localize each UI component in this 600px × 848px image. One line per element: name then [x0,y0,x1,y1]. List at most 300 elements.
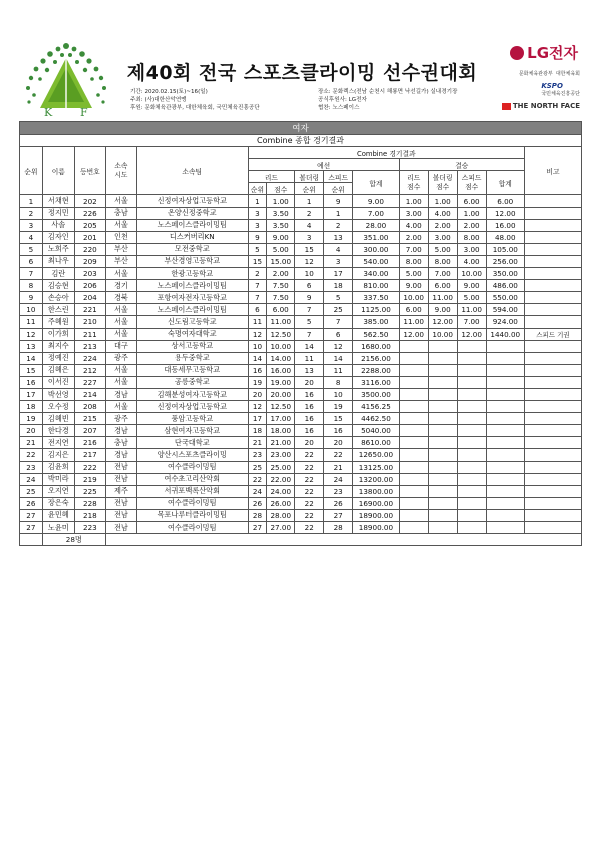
cell-rank: 21 [20,437,43,449]
table-row [20,401,582,413]
cell-final-sum [486,522,524,534]
cell-note: 스피드 기권 [524,328,581,340]
logo-letter-f: F [80,106,88,118]
cell-boulder-rank: 3 [295,231,324,243]
cell-note [524,388,581,400]
header-qualification: 예선 [248,159,399,171]
header-final-boulder: 볼더링 점수 [428,171,457,195]
cell-region: 제주 [105,485,136,497]
info-support: 후원: 문화체육관광부, 대한체육회, 국민체육진흥공단 [130,105,260,111]
cell-boulder-rank: 22 [295,461,324,473]
cell-lead-rank: 12 [248,328,267,340]
cell-final-lead [399,364,428,376]
cell-lead-score: 12.50 [267,401,295,413]
cell-final-sum [486,509,524,521]
cell-name: 김지은 [42,449,74,461]
cell-region: 서울 [105,304,136,316]
cell-final-lead [399,376,428,388]
cell-boulder-rank: 2 [295,207,324,219]
cell-speed-rank: 15 [324,413,353,425]
cell-rank: 16 [20,376,43,388]
cell-final-lead [399,340,428,352]
cell-region: 서울 [105,364,136,376]
header-combine: Combine 경기결과 [248,147,524,159]
header-name: 이름 [42,147,74,195]
cell-team: 신도림고등학교 [136,316,248,328]
cell-lead-rank: 23 [248,449,267,461]
table-row [20,352,582,364]
cell-lead-rank: 6 [248,304,267,316]
cell-name: 서채현 [42,195,74,207]
cell-qual-sum: 1680.00 [353,340,400,352]
info-official-sponsor: 공식후원사: LG전자 [318,97,367,103]
header-final: 결승 [399,159,524,171]
header-region: 소속 시도 [105,147,136,195]
cell-rank: 23 [20,461,43,473]
cell-lead-rank: 9 [248,231,267,243]
cell-final-boulder [428,376,457,388]
cell-team: 용두중학교 [136,352,248,364]
cell-region: 서울 [105,316,136,328]
cell-note [524,219,581,231]
cell-final-lead: 6.00 [399,304,428,316]
cell-lead-score: 26.00 [267,497,295,509]
cell-final-lead [399,352,428,364]
cell-final-speed [457,485,486,497]
cell-final-speed [457,522,486,534]
cell-name: 전지연 [42,437,74,449]
table-row [20,388,582,400]
cell-qual-sum: 7.00 [353,207,400,219]
cell-speed-rank: 18 [324,280,353,292]
header-speed-rank: 순위 [324,183,353,195]
cell-boulder-rank: 4 [295,219,324,231]
cell-bib: 206 [74,280,105,292]
cell-final-sum: 256.00 [486,255,524,267]
cell-final-boulder: 6.00 [428,280,457,292]
cell-lead-score: 21.00 [267,437,295,449]
table-row [20,461,582,473]
cell-final-speed [457,364,486,376]
lg-face-icon [510,46,524,60]
cell-rank: 27 [20,522,43,534]
cell-lead-rank: 11 [248,316,267,328]
cell-team: 포항여자전자고등학교 [136,292,248,304]
header-final-lead: 리드 점수 [399,171,428,195]
table-row [20,497,582,509]
cell-final-sum: 550.00 [486,292,524,304]
cell-speed-rank: 13 [324,231,353,243]
cell-lead-score: 11.00 [267,316,295,328]
cell-rank: 19 [20,413,43,425]
cell-note [524,497,581,509]
cell-final-boulder: 7.00 [428,268,457,280]
cell-final-lead [399,401,428,413]
cell-lead-score: 15.00 [267,255,295,267]
cell-boulder-rank: 20 [295,437,324,449]
cell-team: 삼현여자고등학교 [136,425,248,437]
cell-lead-rank: 18 [248,425,267,437]
cell-final-boulder: 10.00 [428,328,457,340]
header-final-sum: 합계 [486,171,524,195]
cell-final-lead: 1.00 [399,195,428,207]
table-row [20,195,582,207]
table-row [20,485,582,497]
cell-lead-rank: 12 [248,401,267,413]
cell-rank: 8 [20,280,43,292]
cell-bib: 224 [74,352,105,364]
cell-rank: 26 [20,497,43,509]
cell-lead-score: 10.00 [267,340,295,352]
cell-bib: 211 [74,328,105,340]
cell-final-sum: 1440.00 [486,328,524,340]
table-row [20,304,582,316]
cell-rank: 1 [20,195,43,207]
cell-final-speed: 4.00 [457,255,486,267]
cell-final-lead: 11.00 [399,316,428,328]
cell-team: 여수클라이밍팀 [136,461,248,473]
cell-team: 여수클라이밍팀 [136,497,248,509]
cell-final-boulder [428,364,457,376]
cell-rank: 9 [20,292,43,304]
cell-speed-rank: 8 [324,376,353,388]
cell-final-speed: 12.00 [457,328,486,340]
table-row [20,364,582,376]
cell-note [524,255,581,267]
cell-qual-sum: 340.00 [353,268,400,280]
cell-qual-sum: 3500.00 [353,388,400,400]
cell-team: 풍암고등학교 [136,413,248,425]
cell-boulder-rank: 20 [295,376,324,388]
cell-name: 김란 [42,268,74,280]
total-filler [105,534,581,546]
cell-rank: 17 [20,388,43,400]
cell-lead-rank: 24 [248,485,267,497]
cell-speed-rank: 16 [324,425,353,437]
cell-region: 광주 [105,413,136,425]
cell-team: 온양신정중학교 [136,207,248,219]
cell-final-lead [399,485,428,497]
cell-final-speed: 5.00 [457,292,486,304]
cell-boulder-rank: 7 [295,304,324,316]
cell-lead-rank: 28 [248,509,267,521]
cell-final-speed: 8.00 [457,231,486,243]
cell-boulder-rank: 22 [295,509,324,521]
cell-final-speed [457,437,486,449]
table-row [20,219,582,231]
cell-boulder-rank: 22 [295,485,324,497]
cell-final-sum: 105.00 [486,243,524,255]
cell-region: 대구 [105,340,136,352]
cell-final-sum [486,413,524,425]
cell-boulder-rank: 13 [295,364,324,376]
sponsor-logos [470,40,582,118]
cell-qual-sum: 8610.00 [353,437,400,449]
cell-final-speed: 11.00 [457,304,486,316]
cell-final-boulder [428,461,457,473]
cell-final-speed [457,509,486,521]
cell-region: 서울 [105,328,136,340]
cell-note [524,243,581,255]
cell-speed-rank: 21 [324,461,353,473]
cell-bib: 218 [74,509,105,521]
cell-final-boulder: 11.00 [428,292,457,304]
cell-lead-score: 2.00 [267,268,295,280]
cell-bib: 210 [74,316,105,328]
header-rank: 순위 [20,147,43,195]
cell-rank: 4 [20,231,43,243]
cell-final-boulder [428,437,457,449]
cell-name: 윤민혜 [42,509,74,521]
info-period: 기간: 2020.02.15(토)~16(일) [130,89,208,95]
cell-boulder-rank: 22 [295,449,324,461]
cell-boulder-rank: 14 [295,340,324,352]
cell-rank: 6 [20,255,43,267]
cell-qual-sum: 13125.00 [353,461,400,473]
cell-region: 전남 [105,509,136,521]
cell-final-boulder [428,497,457,509]
cell-region: 서울 [105,376,136,388]
cell-lead-score: 14.00 [267,352,295,364]
table-row [20,449,582,461]
cell-speed-rank: 5 [324,292,353,304]
cell-lead-rank: 17 [248,413,267,425]
cell-qual-sum: 13200.00 [353,473,400,485]
header-final-speed: 스피드 점수 [457,171,486,195]
cell-boulder-rank: 1 [295,195,324,207]
cell-bib: 219 [74,473,105,485]
cell-qual-sum: 810.00 [353,280,400,292]
cell-speed-rank: 20 [324,437,353,449]
cell-speed-rank: 9 [324,195,353,207]
cell-boulder-rank: 5 [295,316,324,328]
cell-final-speed [457,376,486,388]
cell-qual-sum: 9.00 [353,195,400,207]
cell-bib: 221 [74,304,105,316]
cell-bib: 222 [74,461,105,473]
cell-lead-score: 24.00 [267,485,295,497]
cell-final-lead [399,437,428,449]
cell-final-boulder [428,352,457,364]
cell-rank: 22 [20,449,43,461]
document-title: 제40회 전국 스포츠클라이밍 선수권대회 [126,62,478,84]
header-qual-speed: 스피드 [324,171,353,183]
cell-note [524,376,581,388]
cell-bib: 217 [74,449,105,461]
cell-speed-rank: 7 [324,316,353,328]
cell-team: 신정여자상업고등학교 [136,401,248,413]
cell-boulder-rank: 15 [295,243,324,255]
cell-lead-rank: 22 [248,473,267,485]
cell-final-lead [399,509,428,521]
cell-team: 신정여자상업고등학교 [136,195,248,207]
header-qual-sum: 합계 [353,171,400,195]
cell-bib: 209 [74,255,105,267]
cell-lead-score: 27.00 [267,522,295,534]
cell-note [524,316,581,328]
cell-lead-rank: 20 [248,388,267,400]
cell-final-speed [457,352,486,364]
cell-region: 서울 [105,195,136,207]
cell-rank: 18 [20,401,43,413]
cell-final-speed [457,340,486,352]
cell-final-speed: 6.00 [457,195,486,207]
cell-final-lead: 4.00 [399,219,428,231]
cell-qual-sum: 2156.00 [353,352,400,364]
cell-final-sum: 924.00 [486,316,524,328]
cell-lead-rank: 25 [248,461,267,473]
total-count: 28명 [42,534,105,546]
cell-name: 한스린 [42,304,74,316]
cell-lead-score: 1.00 [267,195,295,207]
cell-final-boulder [428,425,457,437]
cell-team: 노스페이스클라이밍팀 [136,219,248,231]
table-row [20,328,582,340]
cell-name: 오수정 [42,401,74,413]
cell-final-sum [486,497,524,509]
cell-final-lead [399,449,428,461]
cell-final-boulder [428,388,457,400]
cell-qual-sum: 2288.00 [353,364,400,376]
cell-note [524,292,581,304]
cell-region: 광주 [105,352,136,364]
cell-final-speed [457,401,486,413]
cell-final-sum: 594.00 [486,304,524,316]
cell-final-speed [457,473,486,485]
category-band: 여자 [20,122,582,135]
cell-lead-rank: 2 [248,268,267,280]
cell-note [524,413,581,425]
cell-final-lead [399,522,428,534]
cell-note [524,485,581,497]
cell-team: 노스페이스클라이밍팀 [136,304,248,316]
cell-team: 서귀포백록산악회 [136,485,248,497]
cell-final-speed: 10.00 [457,268,486,280]
header-lead-score: 점수 [267,183,295,195]
cell-boulder-rank: 12 [295,255,324,267]
cell-team: 부산경영고등학교 [136,255,248,267]
cell-final-speed [457,461,486,473]
cell-boulder-rank: 22 [295,473,324,485]
cell-final-lead: 8.00 [399,255,428,267]
cell-final-lead [399,461,428,473]
cell-final-speed: 1.00 [457,207,486,219]
lg-text: LG전자 [527,44,578,62]
header-qual-boulder: 볼더링 [295,171,324,183]
cell-team: 단국대학교 [136,437,248,449]
cell-final-speed [457,497,486,509]
cell-region: 전남 [105,473,136,485]
cell-final-sum: 350.00 [486,268,524,280]
cell-final-lead: 2.00 [399,231,428,243]
cell-lead-rank: 21 [248,437,267,449]
kor-sports-logo: 대한체육회 [555,71,580,77]
cell-note [524,195,581,207]
cell-lead-rank: 15 [248,255,267,267]
cell-speed-rank: 14 [324,352,353,364]
cell-name: 김자인 [42,231,74,243]
cell-final-lead: 10.00 [399,292,428,304]
cell-qual-sum: 385.00 [353,316,400,328]
cell-name: 사솔 [42,219,74,231]
cell-lead-rank: 7 [248,280,267,292]
cell-rank: 15 [20,364,43,376]
cell-lead-score: 3.50 [267,219,295,231]
cell-team: 목포나루터클라이밍팀 [136,509,248,521]
cell-note [524,401,581,413]
cell-final-boulder: 5.00 [428,243,457,255]
cell-lead-score: 20.00 [267,388,295,400]
header-qual-lead: 리드 [248,171,295,183]
cell-name: 김윤희 [42,461,74,473]
cell-boulder-rank: 22 [295,497,324,509]
cell-final-boulder [428,449,457,461]
cell-bib: 203 [74,268,105,280]
result-rows [20,195,582,534]
cell-speed-rank: 17 [324,268,353,280]
cell-qual-sum: 562.50 [353,328,400,340]
header-team: 소속팀 [136,147,248,195]
cell-rank: 12 [20,328,43,340]
cell-final-sum [486,485,524,497]
cell-rank: 20 [20,425,43,437]
cell-final-lead: 3.00 [399,207,428,219]
cell-final-lead [399,388,428,400]
cell-name: 최지수 [42,340,74,352]
cell-team: 모전중학교 [136,243,248,255]
table-row [20,268,582,280]
cell-name: 박선영 [42,388,74,400]
cell-final-sum [486,364,524,376]
cell-lead-score: 7.50 [267,292,295,304]
cell-final-sum: 6.00 [486,195,524,207]
cell-note [524,280,581,292]
header-note: 비고 [524,147,581,195]
cell-name: 이가희 [42,328,74,340]
cell-qual-sum: 28.00 [353,219,400,231]
cell-boulder-rank: 16 [295,413,324,425]
table-row [20,292,582,304]
cell-speed-rank: 28 [324,522,353,534]
cell-bib: 207 [74,425,105,437]
cell-region: 전남 [105,522,136,534]
cell-lead-score: 17.00 [267,413,295,425]
cell-rank: 7 [20,268,43,280]
cell-note [524,509,581,521]
cell-qual-sum: 351.00 [353,231,400,243]
cell-rank: 13 [20,340,43,352]
cell-team: 디스커버리KN [136,231,248,243]
table-row [20,509,582,521]
cell-final-speed: 7.00 [457,316,486,328]
cell-team: 양산시스포츠클라이밍 [136,449,248,461]
cell-rank: 5 [20,243,43,255]
cell-final-speed: 9.00 [457,280,486,292]
cell-final-speed: 2.00 [457,219,486,231]
cell-rank: 24 [20,473,43,485]
cell-speed-rank: 3 [324,255,353,267]
cell-qual-sum: 4462.50 [353,413,400,425]
cell-note [524,352,581,364]
cell-qual-sum: 3116.00 [353,376,400,388]
cell-name: 김혜은 [42,364,74,376]
cell-note [524,364,581,376]
cell-lead-rank: 3 [248,219,267,231]
table-row [20,473,582,485]
table-row [20,340,582,352]
cell-lead-score: 16.00 [267,364,295,376]
cell-lead-score: 28.00 [267,509,295,521]
